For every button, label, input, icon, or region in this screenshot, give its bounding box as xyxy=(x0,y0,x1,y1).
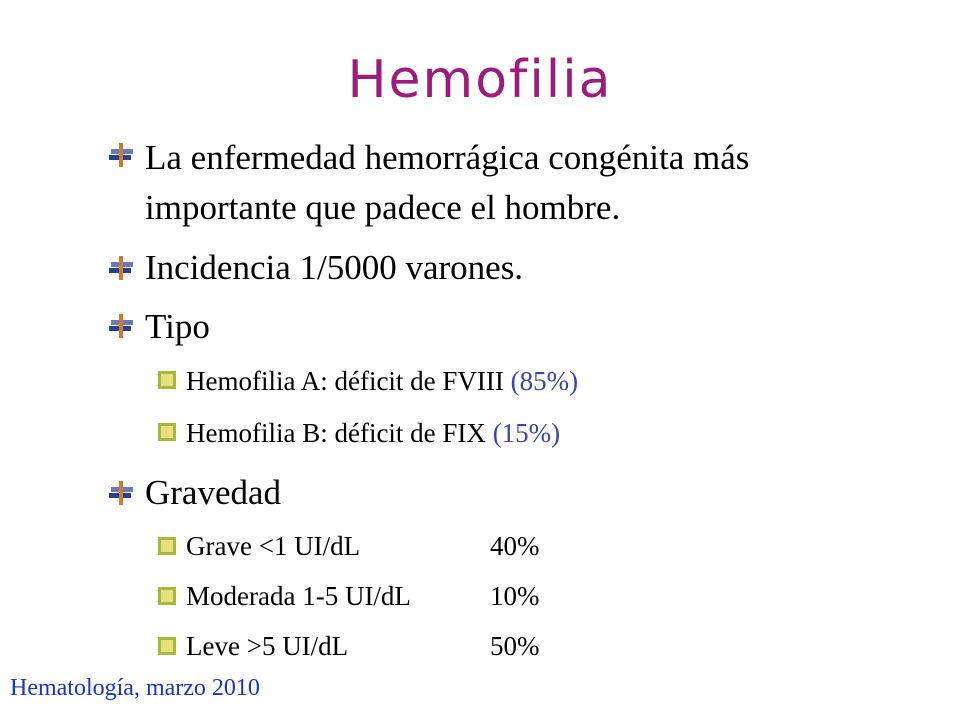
bullet-arrow-icon xyxy=(107,143,135,167)
gravedad-item-1-label: Grave <1 UI/dL xyxy=(186,531,361,561)
bullet-text-1b: importante que padece el hombre. xyxy=(145,188,621,227)
square-bullet-icon xyxy=(158,371,176,389)
gravedad-item-2-percent: 10% xyxy=(490,581,540,611)
bullet-arrow-icon xyxy=(107,256,135,280)
gravedad-item-3 xyxy=(186,630,348,662)
tipo-item-2-text: Hemofilia B: déficit de FIX xyxy=(186,418,486,448)
slide-footer: Hematología, marzo 2010 xyxy=(10,675,260,701)
bullet-text-1a: La enfermedad hemorrágica congénita más xyxy=(145,138,750,177)
bullet-text-4: Gravedad xyxy=(145,473,282,512)
square-bullet-icon xyxy=(158,637,176,655)
bullet-text-2: Incidencia 1/5000 varones. xyxy=(145,248,524,287)
gravedad-item-3-label: Leve >5 UI/dL xyxy=(186,631,349,661)
square-bullet-icon xyxy=(158,423,176,441)
square-bullet-icon xyxy=(158,587,176,605)
slide-title: Hemofilia xyxy=(347,50,613,110)
gravedad-item-1 xyxy=(186,530,360,562)
tipo-item-2-percent: (15%) xyxy=(492,418,561,448)
gravedad-item-3-percent: 50% xyxy=(490,631,540,661)
gravedad-item-2-label: Moderada 1-5 UI/dL xyxy=(186,581,411,611)
bullet-arrow-icon xyxy=(107,481,135,505)
tipo-item-1-text: Hemofilia A: déficit de FVIII xyxy=(186,366,504,396)
bullet-text-3: Tipo xyxy=(145,307,210,346)
bullet-arrow-icon xyxy=(107,314,135,338)
tipo-item-1-percent: (85%) xyxy=(510,366,579,396)
tipo-item-1 xyxy=(186,365,578,397)
gravedad-item-2 xyxy=(186,580,411,612)
tipo-item-2 xyxy=(186,417,560,449)
square-bullet-icon xyxy=(158,537,176,555)
gravedad-item-1-percent: 40% xyxy=(490,531,540,561)
